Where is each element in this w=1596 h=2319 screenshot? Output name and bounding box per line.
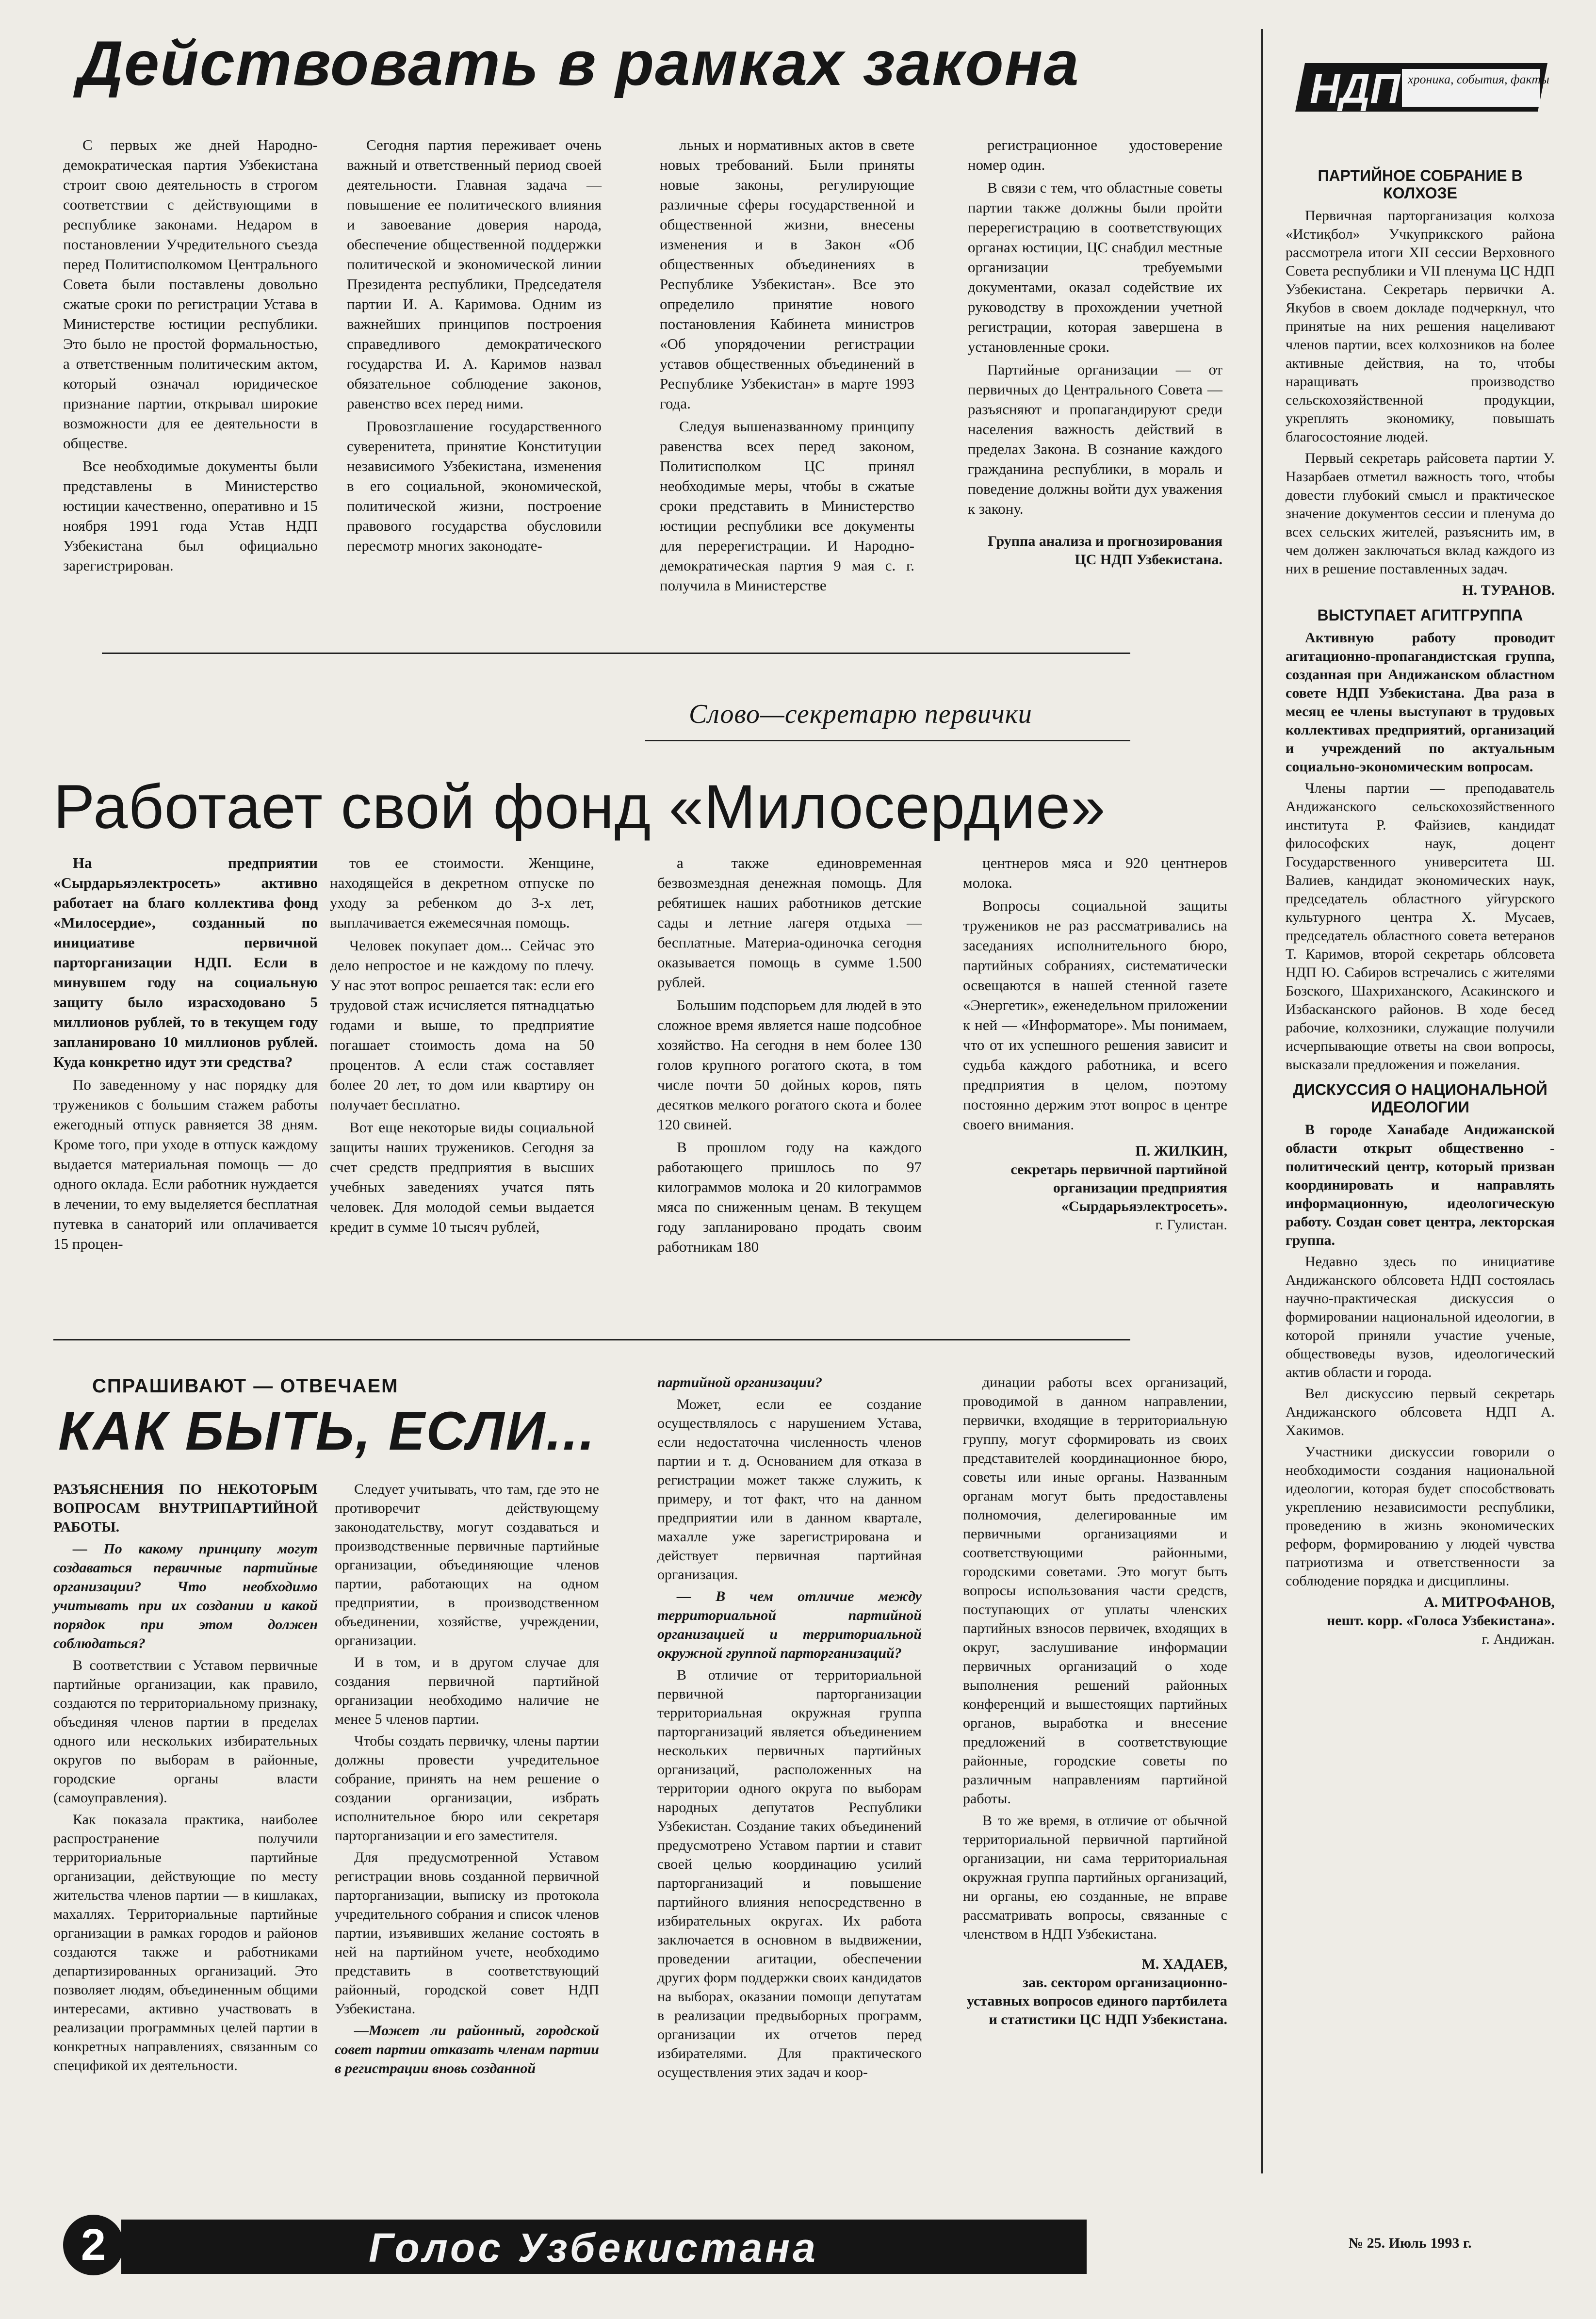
article3-col4 (963, 1373, 1227, 2029)
paragraph: Первый секретарь райсовета партии У. Назарбаев отметил важность того, чтобы довести глубокий смысл и практическое значение документов сессии и пленума до всех сельских жителей, разъяснить им, в чем должен заключаться вклад каждого из них в решение поставленных задач. (1286, 450, 1555, 577)
sidebar-divider (1261, 29, 1263, 2173)
question: — В чем отличие между территориальной партийной организацией и территориальной окружной группой парторганизаций? (657, 1588, 922, 1661)
sidebar-s1-signature: Н. ТУРАНОВ. (1462, 582, 1555, 598)
article1-title: Действовать в рамках закона (78, 28, 1080, 98)
paragraph: И в том, и в другом случае для создания первичной партийной организации необходимо наличие не менее 5 членов партии. (335, 1654, 599, 1727)
article2-title: Работает свой фонд «Милосердие» (53, 772, 1106, 842)
paragraph: В отличие от территориальной первичной парторганизации территориальная окружная группа парторганизаций является объединением нескольких первичных партийных организаций, расположенных на территории одного округа по выборам народных депутатов Республики Узбекистан. Создание таких объединений предусмотрено Уставом партии и ставит своей целью координацию усилий парторганизаций и повышение партийного влияния непосредственно в избирательных округах. Их работа заключается в основном в выдвижении, проведении агитации, обеспечении других форм поддержки своих кандидатов на выборах, оказании помощи депутатам в реализации предвыборных программ, организации их отчетов перед избирателями. Для практического осуществления этих задач и коор- (657, 1667, 922, 2080)
paragraph: Партийные организации — от первичных до Центрального Совета — разъясняют и пропагандируют среди населения важность действий в пределах Закона. В сознание каждого гражданина республики, в мораль и поведение должны войти дух уважения к закону. (968, 361, 1222, 517)
article2-col2 (330, 853, 594, 1240)
paragraph: Чтобы создать первичку, члены партии должны провести учредительное собрание, принять на нем решение о создании организации, избрать исполнительное бюро или секретаря парторганизации и его заместителя. (335, 1733, 599, 1844)
paragraph: Большим подспорьем для людей в это сложное время является наше подсобное хозяйство. На сегодня в нем более 130 голов крупного рогатого скота, в том числе почти 50 дойных коров, пять десятков мелкого рогатого скота и более 120 свиней. (657, 996, 922, 1133)
paragraph: Для предусмотренной Уставом регистрации вновь созданной первичной парторганизации, выписку из протокола учредительного собрания и список членов партии, изъявивших желание состоять в ней на партийном учете, необходимо представить в соответствующий районный, городской совет НДП Узбекистана. (335, 1849, 599, 2017)
signature-name: А. МИТРОФАНОВ, (1424, 1594, 1555, 1610)
article2-col3 (657, 853, 922, 1259)
article3-title: КАК БЫТЬ, ЕСЛИ... (58, 1401, 596, 1461)
article1-col1 (63, 135, 318, 578)
article1-col3 (660, 135, 914, 598)
paragraph: В соответствии с Уставом первичные партийные организации, как правило, создаются по территориальному признаку, объединяя членов партии в пределах одного или нескольких избирательных округов по выборам в районные, городские органы власти (самоуправления). (53, 1657, 318, 1806)
newspaper-name: Голос Узбекистана (369, 2225, 818, 2270)
paragraph: В то же время, в отличие от обычной территориальной первичной партийной организации, ни сама территориальная окружная группа партийных организаций, ни органы, ею созданные, не вправе рассматривать вопросы, связанные с членством в НДП Узбекистана. (963, 1813, 1227, 1942)
sidebar (1286, 160, 1555, 1649)
article3-col1 (53, 1480, 318, 2078)
paragraph: регистрационное удостоверение номер один. (968, 136, 1222, 173)
signature-role: нешт. корр. «Голоса Узбекистана». (1326, 1613, 1555, 1629)
sidebar-s1-head: ПАРТИЙНОЕ СОБРАНИЕ В КОЛХОЗЕ (1318, 167, 1523, 202)
signature-name: М. ХАДАЕВ, (1141, 1956, 1227, 1972)
sidebar-s3-signature (1286, 1593, 1555, 1649)
article3-lead: РАЗЪЯСНЕНИЯ ПО НЕКОТОРЫМ ВОПРОСАМ ВНУТРИПАРТИЙНОЙ РАБОТЫ. (53, 1481, 318, 1535)
paragraph: По заведенному у нас порядку для тружеников с большим стажем работы ежегодный отпуск равняется 38 дням. Кроме того, при уходе в отпуск каждому выдается материальная помощь — до одного оклада. Если работник нуждается в лечении, то ему выделяется бесплатная путевка в санаторий или оплачивается 15 процен- (53, 1076, 318, 1252)
paragraph: Все необходимые документы были представлены в Министерство юстиции качественно, оперативно и 15 ноября 1991 года Устав НДП Узбекистана был официально зарегистрирован. (63, 457, 318, 574)
divider (102, 653, 1130, 654)
signature-name: П. ЖИЛКИН, (1135, 1143, 1227, 1159)
sidebar-s2-head: ВЫСТУПАЕТ АГИТГРУППА (1317, 606, 1523, 624)
signature-place: г. Гулистан. (1155, 1217, 1227, 1233)
sidebar-s3-head: ДИСКУССИЯ О НАЦИОНАЛЬНОЙ ИДЕОЛОГИИ (1293, 1081, 1547, 1116)
question: — По какому принципу могут создаваться первичные партийные организации? Что необходимо учитывать при их создании и какой порядок при этом должен соблюдаться? (53, 1541, 318, 1651)
paragraph: динации работы всех организаций, проводимой в данном направлении, первички, входящие в территориальную группу, могут сформировать из своих представителей координационное бюро, советы или иные органы. Названным органам могут быть предоставлены полномочия, делегированные им первичными организациями и соответствующими районными, городскими советами. Это могут быть вопросы использования части средств, поступающих от уплаты членских партийных взносов первичек, входящих в округ, заслушивание информации первичных организаций о ходе выполнения решений районных конференций и вышестоящих партийных органов, выработка и внесение предложений в соответствующие районные, городские советы по различным направлениям партийной работы. (963, 1374, 1227, 1807)
article1-signature: Группа анализа и прогнозирования ЦС НДП Узбекистана. (988, 533, 1222, 568)
article1-col4 (968, 135, 1222, 569)
sidebar-s2-lead: Активную работу проводит агитационно-пропагандистская группа, созданная при Андижанском областном совете НДП Узбекистана. Два раза в месяц ее члены выступают в трудовых коллективах предприятий, организаций и учреждений по актуальным социально-экономическим вопросам. (1286, 630, 1555, 775)
article3-col2 (335, 1480, 599, 2081)
paragraph: Провозглашение государственного суверенитета, принятие Конституции независимого Узбекистана, изменения в его социальной, экономической, политической жизни, построение правового государства обусловили пересмотр многих законодате- (347, 418, 602, 554)
paragraph: льных и нормативных актов в свете новых требований. Были приняты новые законы, регулирующие различные сферы государственной и общественной жизни, внесены изменения и в Закон «Об общественных объединениях в Республике Узбекистан». Все это определило принятие нового постановления Кабинета министров «Об упорядочении регистрации уставов общественных объединений в Республике Узбекистан» в марте 1993 года. (660, 136, 914, 412)
paragraph: Может, если ее создание осуществлялось с нарушением Устава, если недостаточна численность членов партии и т. д. Основанием для отказа в регистрации может также служить, к примеру, и тот факт, что на данном предприятии или в данном квартале, махалле уже зарегистрирована и действует первичная партийная организация. (657, 1396, 922, 1583)
divider (53, 1339, 1130, 1340)
paragraph: Следуя вышеназванному принципу равенства всех перед законом, Политисполком ЦС принял необходимые меры, чтобы в сжатые сроки представить в Министерство юстиции республики все документы для перерегистрации. И Народно-демократическая партия 9 мая с. г. получила в Министерстве (660, 418, 914, 594)
issue-info: № 25. Июль 1993 г. (1349, 2235, 1472, 2251)
question: —Может ли районный, городской совет партии отказать членам партии в регистрации вновь созданной (335, 2023, 599, 2076)
paragraph: Первичная парторганизация колхоза «Истиқбол» Учкуприкского района рассмотрела итоги XII сессии Верховного Совета республики и VII пленума ЦС НДП Узбекистана. Секретарь первички А. Якубов в своем докладе подчеркнул, что принятые на них решения нацеливают членов партии, всех колхозников на более активные действия, на то, чтобы наращивать производство сельскохозяйственной продукции, укреплять экономику, повышать благосостояние людей. (1286, 208, 1555, 445)
paragraph: Вот еще некоторые виды социальной защиты наших тружеников. Сегодня за счет средств предприятия в высших учебных заведениях учатся пять человек. Для молодой семьи выдается кредит в сумме 10 тысяч рублей, (330, 1119, 594, 1235)
signature-role: секретарь первичной партийной организации предприятия «Сырдарьяэлектросеть». (1010, 1161, 1227, 1214)
article2-signature (963, 1142, 1227, 1234)
paragraph: С первых же дней Народно-демократическая партия Узбекистана строит свою деятельность в строгом соответствии с действующими в республике законами. Недаром в постановлении Учредительного съезда перед Политисполкомом Центрального Совета были поставлены довольно сжатые сроки по регистрации Устава в Министерстве юстиции республики. Это было не простой формальностью, а ответственным политическим актом, который означал юридическое признание партии, открывал широкие возможности для ее деятельности в обществе. (63, 136, 318, 452)
paragraph: Человек покупает дом... Сейчас это дело непростое и не каждому по плечу. У нас этот вопрос решается так: если его трудовой стаж исчисляется пятнадцатью годами и выше, то предприятие погашает стоимость дома на 50 процентов. А если стаж составляет более 20 лет, то дом или квартиру он получает бесплатно. (330, 937, 594, 1113)
logo-tagline: хроника, события, факты (1408, 72, 1549, 86)
rubric: Слово—секретарю первички (689, 699, 1032, 729)
paragraph: Члены партии — преподаватель Андижанского сельскохозяйственного института Р. Файзиев, кандидат философских наук, доцент Государственного университета Ш. Валиев, кандидат экономических наук, председатель областного уйгурского культурного центра Х. Мусаев, председатель областного совета ветеранов Т. Каримов, второй секретарь облсовета НДП Ю. Сабиров встречались с жителями Бозского, Шахриханского, Асакинского и Избасканского районов. В ходе бесед рабочие, колхозники, служащие получили исчерпывающие ответы на свои вопросы, высказали предложения и пожелания. (1286, 780, 1555, 1073)
paragraph: Вопросы социальной защиты тружеников не раз рассматривались на заседаниях исполнительного бюро, партийных собраниях, систематически освещаются в нашей стенной газете «Энергетик», еженедельном приложении к ней — «Информаторе». Мы понимаем, что от их успешного решения зависит и судьба каждого работника, и всего предприятия в целом, поэтому постоянно держим этот вопрос в центре своего внимания. (963, 897, 1227, 1133)
question: партийной организации? (657, 1374, 823, 1390)
paragraph: а также единовременная безвозмездная денежная помощь. Для ребятишек наших работников детские сады и летние лагеря отдыха — бесплатные. Материа-одиночка сегодня оказывается помощь в сумме 1.500 рублей. (657, 854, 922, 991)
rubric-underline (645, 740, 1130, 741)
article3-signature (963, 1955, 1227, 2029)
article2-lead: На предприятии «Сырдарьяэлектросеть» активно работает на благо коллектива фонд «Милосердие», созданный по инициативе первичной парторганизации НДП. Если в минувшем году на социальную защиту было израсходовано 5 миллионов рублей, то в текущем году запланировано 10 миллионов рублей. Куда конкретно идут эти средства? (53, 854, 318, 1070)
logo-letters: НДП (1310, 65, 1401, 112)
signature-role: зав. сектором организационно-уставных вопросов единого партбилета и статистики ЦС НДП Узбекистана. (966, 1975, 1227, 2027)
article1-col2 (347, 135, 602, 558)
paragraph: Как показала практика, наиболее распространение получили территориальные партийные организации, действующие по месту жительства членов партии — в кишлаках, махаллях. Территориальные партийные организации в рамках городов и районов создаются также и работниками департизированных организаций. Это позволяет людям, объединенным общими интересами, активно участвовать в реализации программных целей партии в конкретных направлениях, связанным со спецификой их деятельности. (53, 1812, 318, 2074)
sidebar-s3-lead: В городе Ханабаде Андижанской области открыт общественно - политический центр, который призван координировать и направлять информационную, идеологическую работу. Создан совет центра, лекторская группа. (1286, 1122, 1555, 1248)
article2-col1 (53, 853, 318, 1257)
paragraph: В прошлом году на каждого работающего пришлось по 97 килограммов молока и 20 килограммов мяса по сниженным ценам. В текущем году запланировано продать своим работникам 180 (657, 1139, 922, 1255)
article2-col4 (963, 853, 1227, 1234)
paragraph: Недавно здесь по инициативе Андижанского облсовета НДП состоялась научно-практическая дискуссия о формировании национальной идеологии, в которой приняли участие ученые, обществоведы вузов, идеологический актив области и города. (1286, 1254, 1555, 1380)
article3-col3 (657, 1373, 922, 2085)
page-number: 2 (63, 2215, 124, 2275)
ndp-logo (1295, 58, 1557, 116)
paragraph: центнеров мяса и 920 центнеров молока. (963, 854, 1227, 891)
paragraph: Сегодня партия переживает очень важный и ответственный период своей деятельности. Главная задача — повышение ее политического влияния и завоевание доверия народа, обеспечение общественной поддержки политической и экономической линии Президента республики, Председателя партии И. А. Каримова. Одним из важнейших принципов построения справедливого демократического государства И. А. Каримов назвал обязательное соблюдение законов, равенство всех перед ними. (347, 136, 602, 412)
paragraph: Участники дискуссии говорили о необходимости создания национальной идеологии, которая будет способствовать укреплению независимости республики, проведению в жизнь экономических реформ, формированию у людей чувства патриотизма и ответственности за соблюдение порядка и дисциплины. (1286, 1444, 1555, 1589)
paragraph: В связи с тем, что областные советы партии также должны были пройти перерегистрацию в соответствующих органах юстиции, ЦС снабдил местные организации требуемыми документами, оказал содействие их руководству в прохождении учетной регистрации, которая завершена в установленные сроки. (968, 179, 1222, 355)
paragraph: Вел дискуссию первый секретарь Андижанского облсовета НДП А. Хакимов. (1286, 1386, 1555, 1438)
paragraph: Следует учитывать, что там, где это не противоречит действующему законодательству, могут создаваться и производственные первичные партийные организации, объединяющие членов партии, работающих на одном предприятии, в производственном объединении, хозяйстве, учреждении, организации. (335, 1481, 599, 1649)
paragraph: тов ее стоимости. Женщине, находящейся в декретном отпуске по уходу за ребенком до 3-х лет, выплачивается ежемесячная помощь. (330, 854, 594, 931)
article3-kicker: СПРАШИВАЮТ — ОТВЕЧАЕМ (92, 1375, 399, 1397)
signature-place: г. Андижан. (1482, 1631, 1555, 1647)
